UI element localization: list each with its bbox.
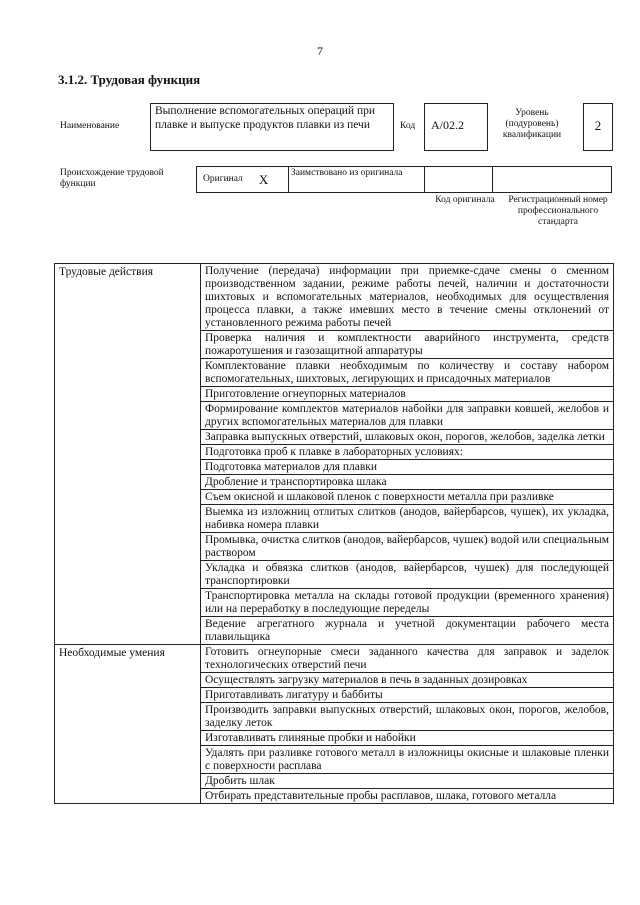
item-cell: Дробление и транспортировка шлака [201,475,614,490]
item-cell: Приготовление огнеупорных материалов [201,387,614,402]
borrowed-label: Заимствовано из оригинала [288,166,424,193]
origin-label: Происхождение трудовой функции [60,168,164,189]
item-cell: Съем окисной и шлаковой пленок с поверхности металла при разливке [201,490,614,505]
item-cell: Комплектование плавки необходимым по количеству и составу набором вспомогательных, шихтовых, легирующих и присадочных материалов [201,359,614,387]
item-cell: Получение (передача) информации при приемке-сдаче смены о сменном производственном задании, режиме работы печей, наличии и достаточности шихтовых и вспомогательных материалов, необходимых для осуществления процесса плавки, а также имевших место в течение смены отклонений от установленного режима работы печей [201,264,614,331]
item-cell: Производить заправки выпускных отверстий, шлаковых окон, порогов, желобов, заделку леток [201,703,614,731]
item-cell: Отбирать представительные пробы расплавов, шлака, готового металла [201,789,614,804]
reg-number-caption: Регистрационный номер профессионального стандарта [508,195,608,227]
original-mark: X [258,172,269,187]
item-cell: Транспортировка металла на склады готовой продукции (временного хранения) или на переработку в последующие переделы [201,589,614,617]
code-value: А/02.2 [424,103,488,151]
code-label: Код [400,121,416,131]
origin-row [196,166,612,193]
item-cell: Подготовка проб к плавке в лабораторных условиях: [201,445,614,460]
section-title-cell: Необходимые умения [55,645,201,804]
item-cell: Промывка, очистка слитков (анодов, вайербарсов, чушек) водой или специальным раствором [201,533,614,561]
section-title-cell: Трудовые действия [55,264,201,645]
item-cell: Формирование комплектов материалов набойки для заправки ковшей, желобов и других вспомогательных материалов для плавки [201,402,614,430]
functions-table [54,263,614,804]
item-cell: Выемка из изложниц отлитых слитков (анодов, вайербарсов, чушек), их укладка, набивка номера плавки [201,505,614,533]
item-cell: Проверка наличия и комплектности аварийного инструмента, средств пожаротушения и газозащитной аппаратуры [201,331,614,359]
item-cell: Укладка и обвязка слитков (анодов, вайербарсов, чушек) для последующей транспортировки [201,561,614,589]
item-cell: Удалять при разливке готового металл в изложницы окисные и шлаковые пленки с поверхности расплава [201,746,614,774]
page-number: 7 [317,44,323,58]
item-cell: Подготовка материалов для плавки [201,460,614,475]
item-cell: Осуществлять загрузку материалов в печь в заданных дозировках [201,673,614,688]
item-cell: Готовить огнеупорные смеси заданного качества для заправок и заделок технологических отверстий печи [201,645,614,673]
level-value: 2 [583,103,613,151]
level-label: Уровень (подуровень) квалификации [502,108,562,140]
table-row [55,264,614,331]
section-title: 3.1.2. Трудовая функция [58,72,201,87]
item-cell: Ведение агрегатного журнала и учетной документации рабочего места плавильщика [201,617,614,645]
name-label: Наименование [60,121,120,131]
code-original-caption: Код оригинала [435,195,495,205]
item-cell: Изготавливать глиняные пробки и набойки [201,731,614,746]
function-name-value: Выполнение вспомогательных операций при плавке и выпуске продуктов плавки из печи [150,103,394,151]
item-cell: Дробить шлак [201,774,614,789]
item-cell: Заправка выпускных отверстий, шлаковых окон, порогов, желобов, заделка летки [201,430,614,445]
reg-number-cell [492,166,612,193]
original-label: Оригинал [203,174,243,184]
original-cell [196,166,288,193]
item-cell: Приготавливать лигатуру и баббиты [201,688,614,703]
code-original-cell [424,166,492,193]
table-row [55,645,614,673]
